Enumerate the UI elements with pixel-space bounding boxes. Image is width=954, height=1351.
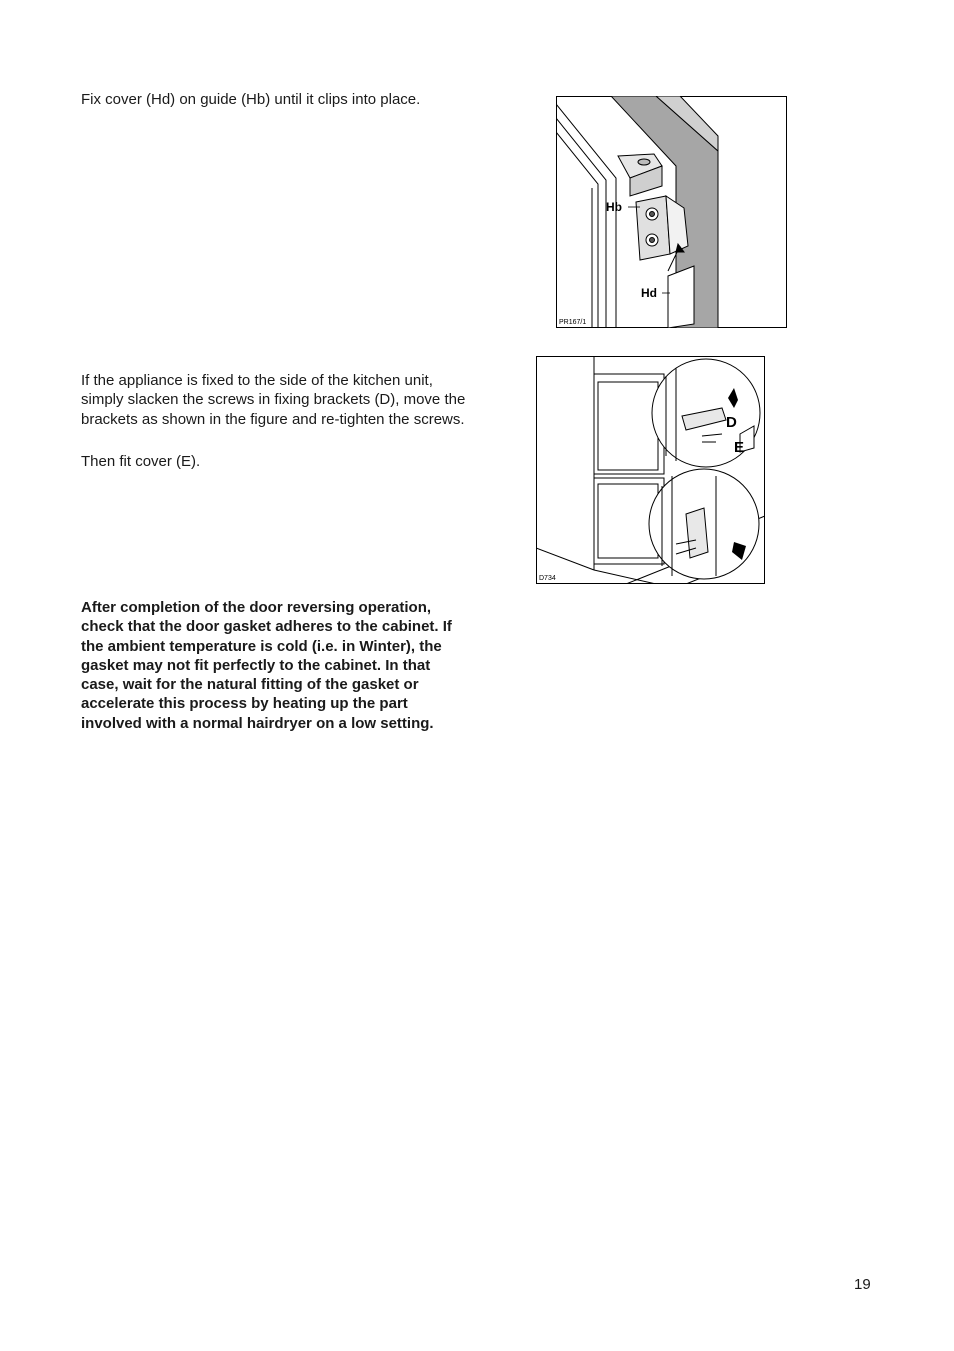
- figure-cover-guide: [556, 96, 787, 328]
- figure-code: D734: [539, 575, 556, 582]
- callout-lower-bracket: [649, 469, 759, 579]
- instruction-fit-cover-e: Then fit cover (E).: [81, 453, 201, 470]
- label-e: E: [734, 439, 745, 456]
- label-hd: Hd: [641, 286, 657, 300]
- instruction-side-brackets: If the appliance is fixed to the side of the kitchen unit, simply slacken the screws in fixing brackets (D), move the brackets as shown in the figure and re-tighten the screws.: [81, 372, 466, 428]
- figure-side-brackets: [536, 356, 765, 584]
- label-hb: Hb: [606, 200, 622, 214]
- label-d: D: [726, 414, 737, 431]
- figure-code: PR167/1: [559, 319, 587, 326]
- gasket-warning: After completion of the door reversing operation, check that the door gasket adheres to the cabinet. If the ambient temperature is cold (i.e. in Winter), the gasket may not fit perfectly to the cabinet. In that case, wait for the natural fitting of the gasket or accelerate this process by heating up the part involved with a normal hairdryer on a low setting.: [81, 599, 452, 732]
- page-number: 19: [854, 1276, 871, 1293]
- instruction-fix-cover: Fix cover (Hd) on guide (Hb) until it clips into place.: [81, 91, 421, 108]
